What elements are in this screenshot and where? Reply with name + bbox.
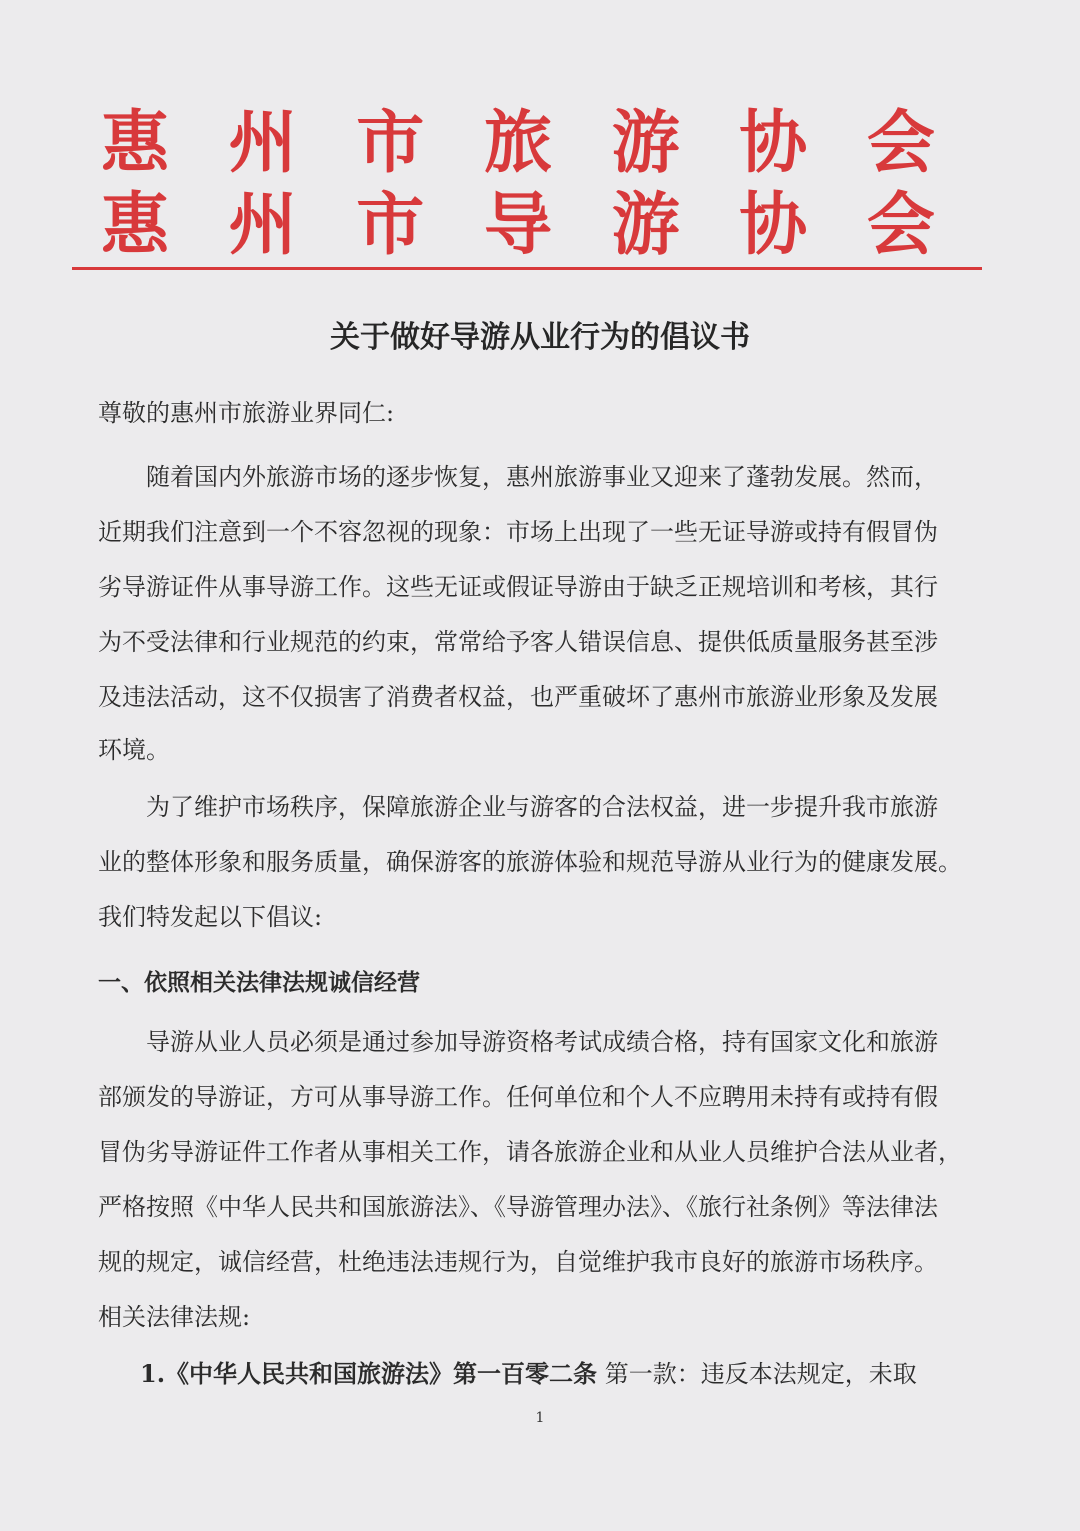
salutation: 尊敬的惠州市旅游业界同仁: (98, 399, 395, 427)
header-char: 导 (483, 185, 552, 265)
header-char: 旅 (483, 103, 552, 183)
header-char: 州 (228, 185, 297, 265)
header-char: 协 (739, 103, 808, 183)
header-char: 市 (356, 185, 425, 265)
paragraph-line: 及违法活动，这不仅损害了消费者权益，也严重破坏了惠州市旅游业形象及发展 (98, 683, 938, 711)
header-char: 游 (611, 185, 680, 265)
paragraph-line: 为不受法律和行业规范的约束，常常给予客人错误信息、提供低质量服务甚至涉 (98, 628, 938, 656)
paragraph-line: 相关法律法规: (98, 1303, 251, 1331)
law-item-text: 第一款：违反本法规定，未取 (597, 1360, 917, 1388)
section-heading: 一、依照相关法律法规诚信经营 (98, 970, 420, 996)
header-divider (72, 267, 982, 270)
paragraph-line: 为了维护市场秩序，保障旅游企业与游客的合法权益，进一步提升我市旅游 (146, 793, 938, 821)
paragraph-line: 导游从业人员必须是通过参加导游资格考试成绩合格，持有国家文化和旅游 (146, 1028, 938, 1056)
header-char: 惠 (100, 103, 169, 183)
document-title: 关于做好导游从业行为的倡议书 (330, 320, 750, 355)
header-char: 游 (611, 103, 680, 183)
paragraph-line: 随着国内外旅游市场的逐步恢复，惠州旅游事业又迎来了蓬勃发展。然而， (146, 463, 938, 491)
paragraph-line: 环境。 (98, 736, 170, 764)
header-char: 惠 (100, 185, 169, 265)
paragraph-line: 我们特发起以下倡议: (98, 903, 323, 931)
paragraph-line: 严格按照《中华人民共和国旅游法》、《导游管理办法》、《旅行社条例》等法律法 (98, 1193, 938, 1221)
header-char: 协 (739, 185, 808, 265)
header-line-1 (98, 100, 938, 183)
law-item (140, 1354, 917, 1389)
paragraph-line: 部颁发的导游证，方可从事导游工作。任何单位和个人不应聘用未持有或持有假 (98, 1083, 938, 1111)
paragraph-line: 业的整体形象和服务质量，确保游客的旅游体验和规范导游从业行为的健康发展。 (98, 848, 962, 876)
paragraph-line: 规的规定，诚信经营，杜绝违法违规行为，自觉维护我市良好的旅游市场秩序。 (98, 1248, 938, 1276)
header-line-2 (98, 182, 938, 265)
header-char: 会 (866, 185, 935, 265)
header-char: 会 (866, 103, 935, 183)
paragraph-line: 冒伪劣导游证件工作者从事相关工作，请各旅游企业和从业人员维护合法从业者， (98, 1138, 962, 1166)
header-char: 州 (228, 103, 297, 183)
paragraph-line: 劣导游证件从事导游工作。这些无证或假证导游由于缺乏正规培训和考核，其行 (98, 573, 938, 601)
law-item-title: 1.《中华人民共和国旅游法》第一百零二条 (140, 1359, 598, 1388)
paragraph-line: 近期我们注意到一个不容忽视的现象：市场上出现了一些无证导游或持有假冒伪 (98, 518, 938, 546)
page-number: 1 (535, 1410, 545, 1426)
header-char: 市 (356, 103, 425, 183)
